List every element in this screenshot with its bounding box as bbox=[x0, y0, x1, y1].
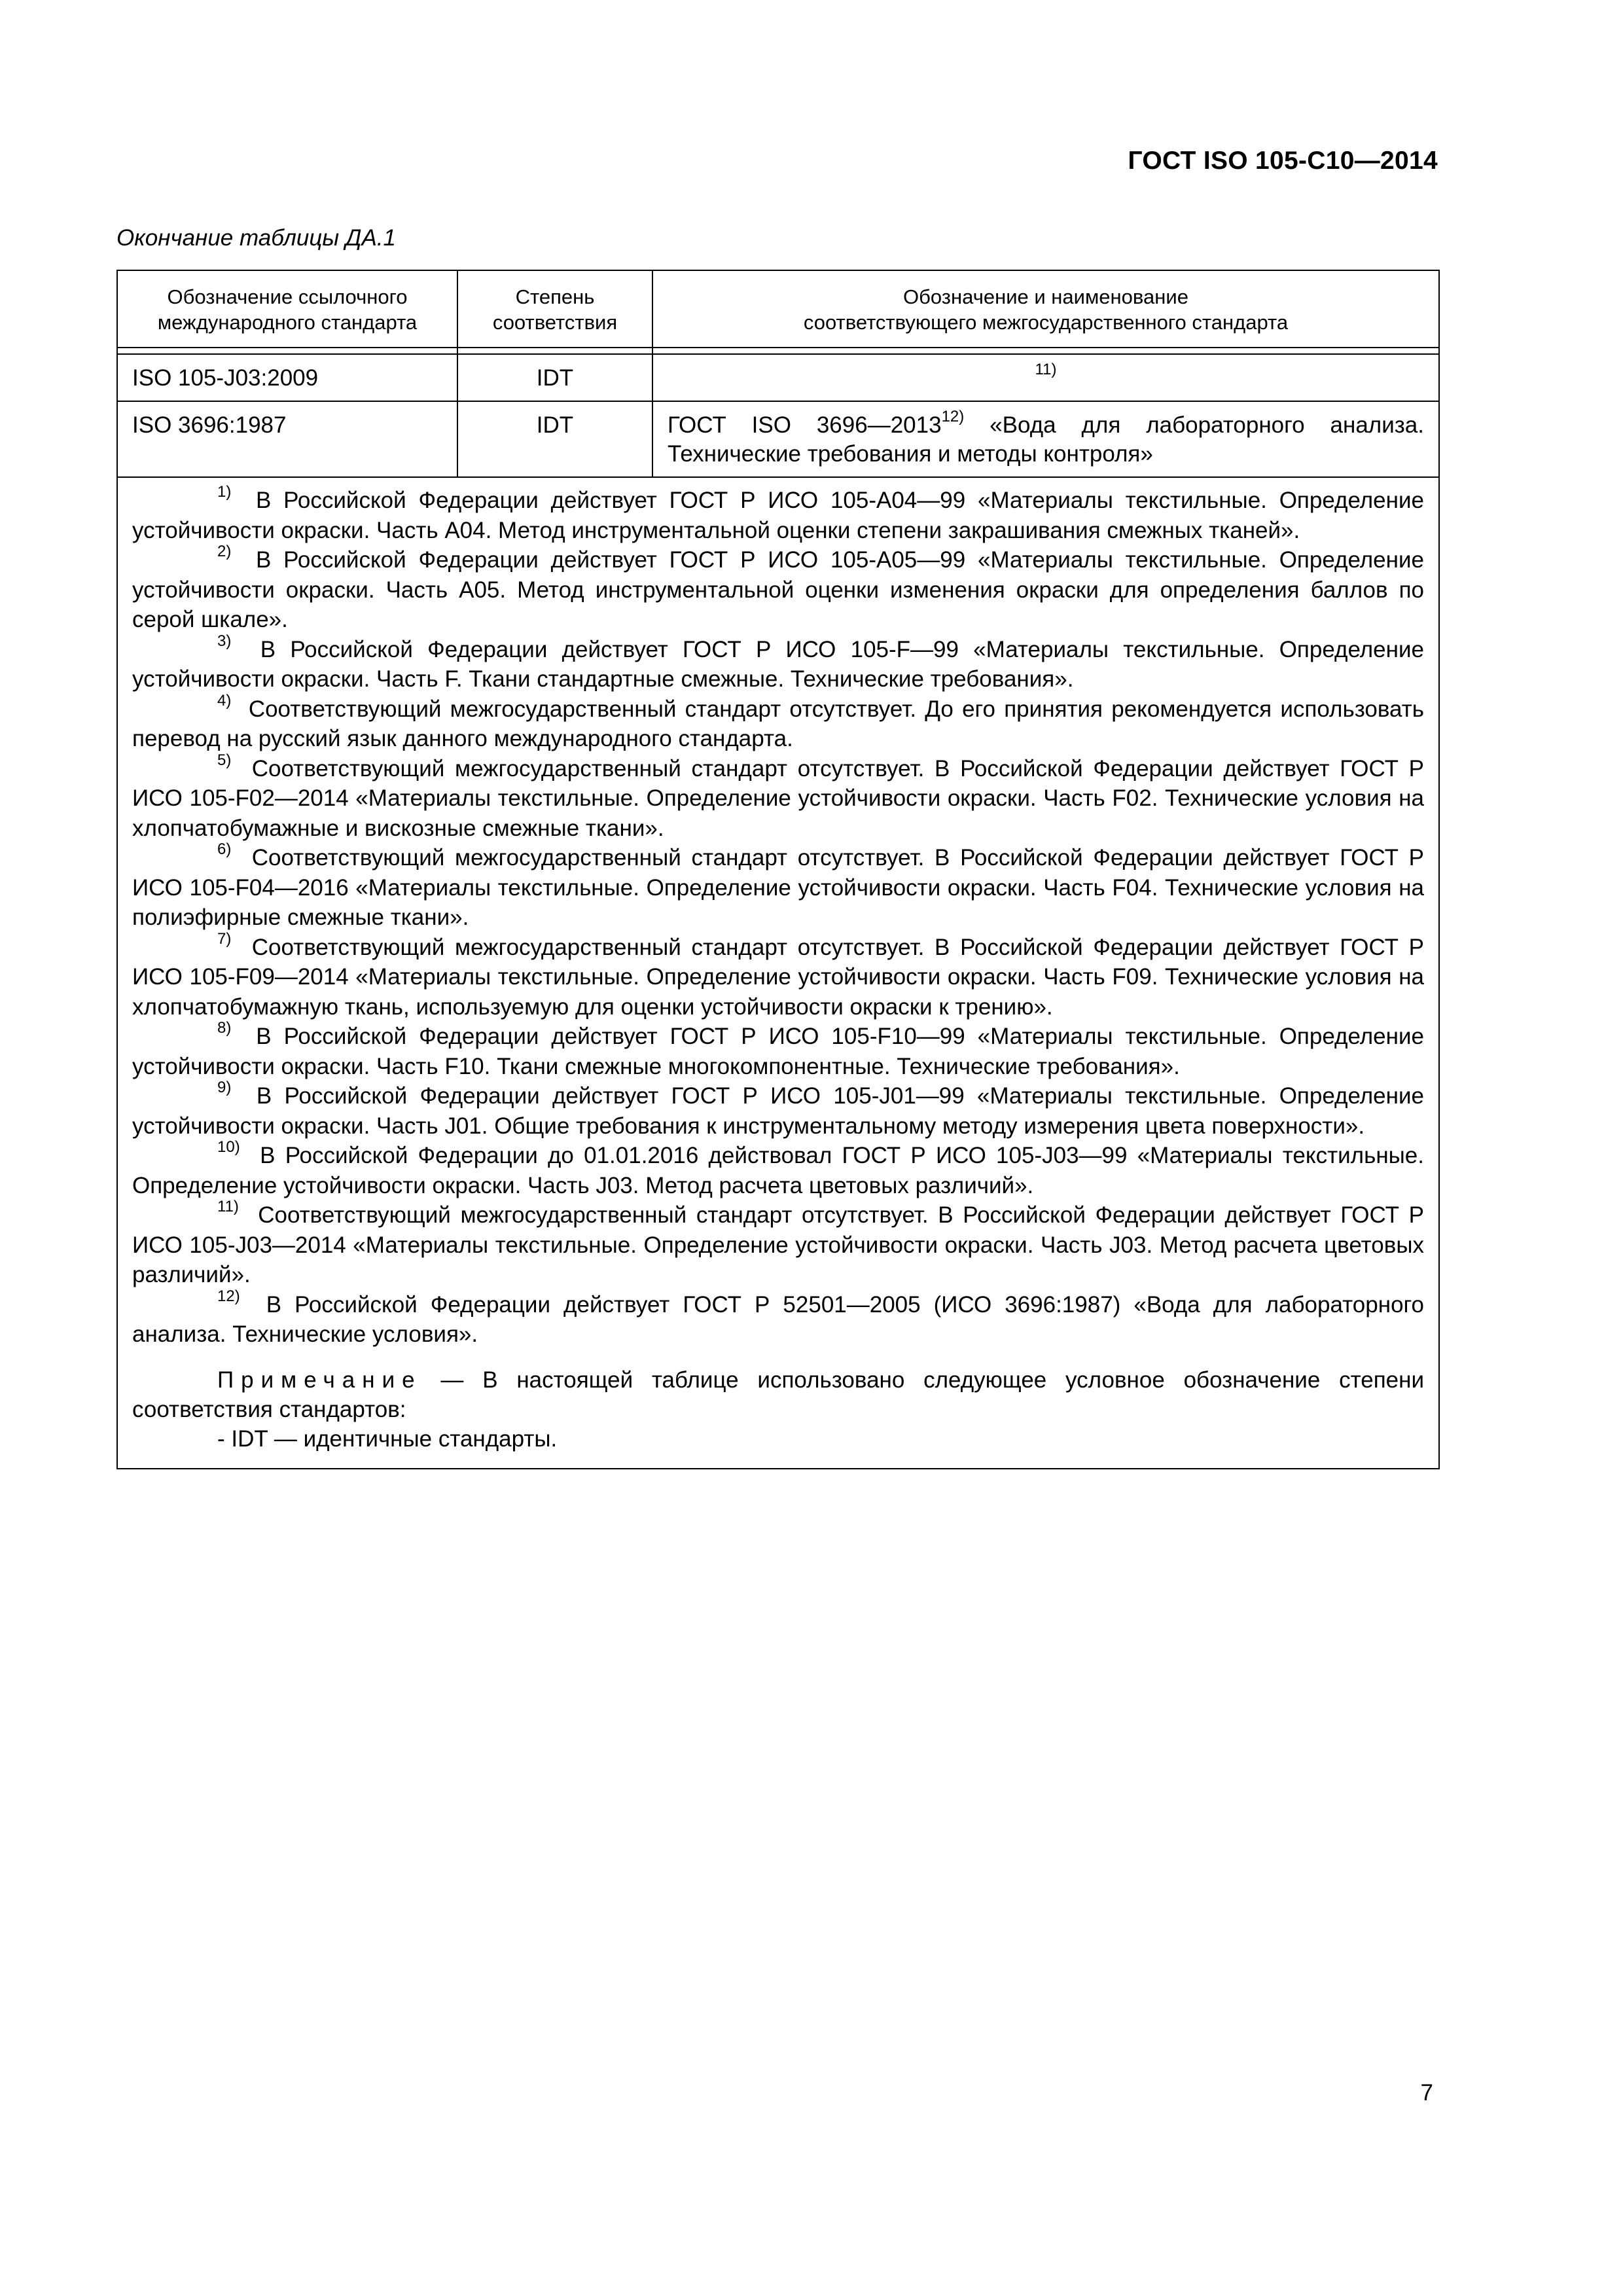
standard-cell bbox=[652, 401, 1439, 477]
reference-cell: ISO 3696:1987 bbox=[117, 401, 457, 477]
footnote-text: Соответствующий межгосударственный стандарт отсутствует. В Российской Федерации действует ГОСТ Р ИСО 105-F04—2016 «Материалы текстильные. Определение устойчивости окраски. Часть F04. Технические условия на полиэфирные смежные ткани». bbox=[132, 845, 1424, 930]
standard-cell bbox=[652, 354, 1439, 401]
footnote-text: В Российской Федерации действует ГОСТ Р ИСО 105-А05—99 «Материалы текстильные. Определение устойчивости окраски. Часть А05. Метод инструментальной оценки изменения окраски для определения баллов по серой шкале». bbox=[132, 547, 1424, 632]
header-reference-standard: Обозначение ссылочного международного стандарта bbox=[117, 270, 457, 348]
footnote bbox=[132, 483, 1424, 545]
footnote-mark: 5) bbox=[217, 751, 232, 769]
table-row bbox=[117, 354, 1439, 401]
correspondence-table bbox=[116, 270, 1440, 1469]
footnote-text: Соответствующий межгосударственный стандарт отсутствует. В Российской Федерации действует ГОСТ Р ИСО 105-F09—2014 «Материалы текстильные. Определение устойчивости окраски. Часть F09. Технические условия на хлопчатобумажную ткань, используемую для оценки устойчивости окраски к трению». bbox=[132, 934, 1424, 1020]
footnote-text: В Российской Федерации до 01.01.2016 действовал ГОСТ Р ИСО 105-J03—99 «Материалы текстильные. Определение устойчивости окраски. Часть J03. Метод расчета цветовых различий». bbox=[132, 1143, 1425, 1198]
footnote bbox=[132, 1019, 1424, 1081]
document-code: ГОСТ ISO 105-C10—2014 bbox=[1128, 147, 1438, 175]
footnote-mark: 6) bbox=[217, 840, 232, 859]
footnote-mark: 3) bbox=[217, 632, 232, 650]
footnote-mark: 8) bbox=[217, 1019, 232, 1037]
footnote-mark: 12) bbox=[217, 1287, 240, 1305]
footnote-mark: 9) bbox=[217, 1079, 232, 1097]
header-interstate-standard: Обозначение и наименование соответствующего межгосударственного стандарта bbox=[652, 270, 1439, 348]
footnote bbox=[132, 1287, 1424, 1350]
gost-code: ГОСТ ISO 3696—2013 bbox=[668, 412, 942, 438]
reference-cell: ISO 105-J03:2009 bbox=[117, 354, 457, 401]
gost-title: «Вода для лабораторного анализа. Технические требования и методы контроля» bbox=[668, 412, 1424, 467]
footnote-mark: 11) bbox=[217, 1198, 239, 1216]
degree-cell: IDT bbox=[457, 354, 652, 401]
footnote-mark: 1) bbox=[217, 483, 232, 501]
footnote-text: В Российской Федерации действует ГОСТ Р ИСО 105-F10—99 «Материалы текстильные. Определение устойчивости окраски. Часть F10. Ткани смежные многокомпонентные. Технические требования». bbox=[132, 1024, 1424, 1079]
note-label: Примечание bbox=[217, 1367, 422, 1393]
footnote-text: В Российской Федерации действует ГОСТ Р ИСО 105-J01—99 «Материалы текстильные. Определение устойчивости окраски. Часть J01. Общие требования к инструментальному методу измерения цвета поверхности». bbox=[132, 1083, 1424, 1139]
header-divider-gap bbox=[117, 348, 1439, 354]
table-row bbox=[117, 401, 1439, 477]
footnote-text: Соответствующий межгосударственный стандарт отсутствует. В Российской Федерации действует ГОСТ Р ИСО 105-F02—2014 «Материалы текстильные. Определение устойчивости окраски. Часть F02. Технические условия на хлопчатобумажные и вискозные смежные ткани». bbox=[132, 755, 1424, 841]
footnote bbox=[132, 751, 1424, 844]
note-text: — В настоящей таблице использовано следующее условное обозначение степени соответствия стандартов: bbox=[132, 1367, 1424, 1422]
footnote bbox=[132, 840, 1424, 933]
footnotes-cell bbox=[117, 477, 1439, 1469]
footnote bbox=[132, 929, 1424, 1022]
footnote bbox=[132, 691, 1424, 754]
footnote bbox=[132, 545, 1424, 635]
footnote-ref: 11) bbox=[1035, 361, 1057, 379]
footnote-mark: 10) bbox=[217, 1138, 240, 1157]
table-header-row bbox=[117, 270, 1439, 348]
degree-cell: IDT bbox=[457, 401, 652, 477]
footnote bbox=[132, 1200, 1424, 1290]
table-note bbox=[132, 1365, 1424, 1424]
footnote bbox=[132, 632, 1424, 694]
footnote-text: В Российской Федерации действует ГОСТ Р 52501—2005 (ИСО 3696:1987) «Вода для лабораторного анализа. Технические условия». bbox=[132, 1291, 1424, 1347]
footnote-text: Соответствующий межгосударственный стандарт отсутствует. В Российской Федерации действует ГОСТ Р ИСО 105-J03—2014 «Материалы текстильные. Определение устойчивости окраски. Часть J03. Метод расчета цветовых различий». bbox=[132, 1202, 1425, 1287]
note-item: - IDT — идентичные стандарты. bbox=[217, 1426, 558, 1452]
header-degree: Степень соответствия bbox=[457, 270, 652, 348]
footnote-text: В Российской Федерации действует ГОСТ Р ИСО 105-А04—99 «Материалы текстильные. Определение устойчивости окраски. Часть А04. Метод инструментальной оценки степени закрашивания смежных тканей». bbox=[132, 488, 1424, 543]
footnote bbox=[132, 1081, 1424, 1141]
footnote bbox=[132, 1138, 1425, 1200]
table-caption: Окончание таблицы ДА.1 bbox=[116, 225, 396, 251]
footnote-text: Соответствующий межгосударственный стандарт отсутствует. До его принятия рекомендуется использовать перевод на русский язык данного международного стандарта. bbox=[132, 696, 1424, 751]
footnote-mark: 2) bbox=[217, 543, 232, 561]
footnotes-row bbox=[117, 477, 1439, 1469]
footnote-mark: 4) bbox=[217, 691, 232, 709]
page-number: 7 bbox=[1420, 2080, 1433, 2106]
footnote-ref: 12) bbox=[941, 408, 965, 426]
footnote-text: В Российской Федерации действует ГОСТ Р ИСО 105-F—99 «Материалы текстильные. Определение устойчивости окраски. Часть F. Ткани стандартные смежные. Технические требования». bbox=[132, 636, 1424, 692]
footnote-mark: 7) bbox=[217, 929, 232, 948]
